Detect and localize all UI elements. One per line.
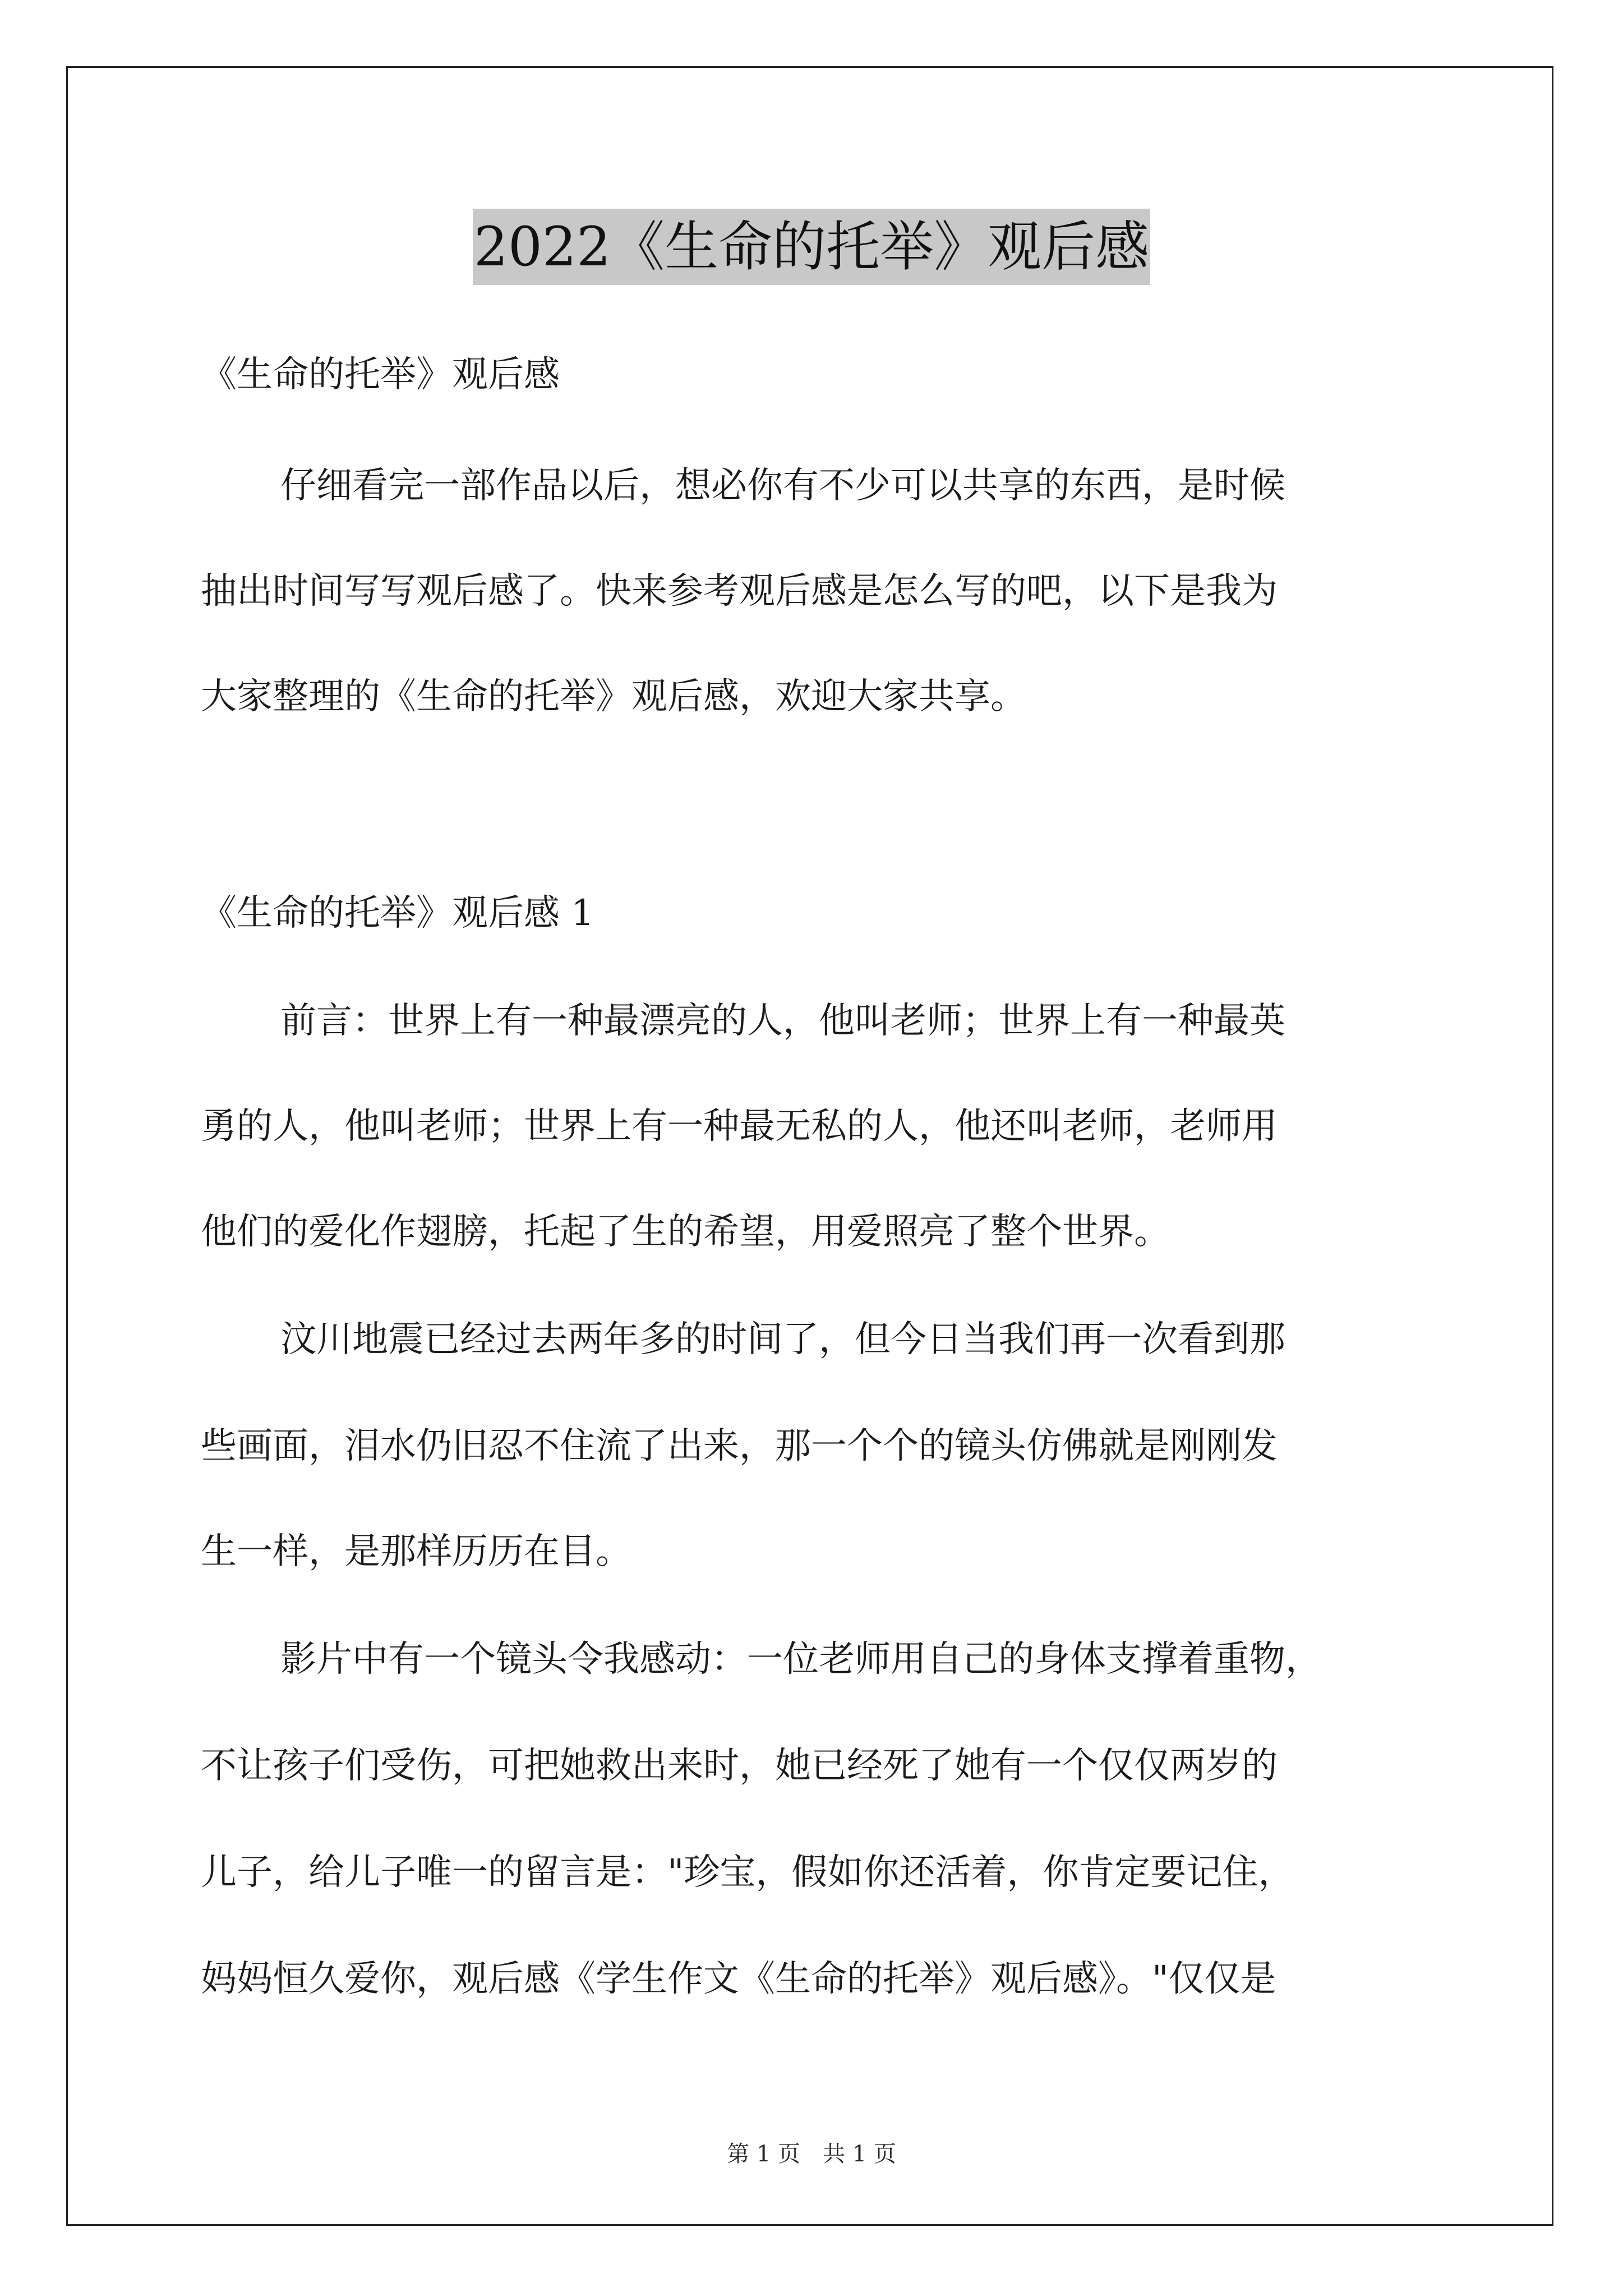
paragraph-line: 妈妈恒久爱你，观后感《学生作文《生命的托举》观后感》。"仅仅是: [201, 1958, 1276, 2000]
paragraph-line: 儿子，给儿子唯一的留言是："珍宝，假如你还活着，你肯定要记住，: [201, 1852, 1294, 1893]
paragraph-line: 些画面，泪水仍旧忍不住流了出来，那一个个的镜头仿佛就是刚刚发: [201, 1425, 1278, 1467]
paragraph-line: 他们的爱化作翅膀，托起了生的希望，用爱照亮了整个世界。: [201, 1211, 1170, 1253]
section-heading: 《生命的托举》观后感: [201, 354, 560, 395]
paragraph-line: 不让孩子们受伤，可把她救出来时，她已经死了她有一个仅仅两岁的: [201, 1745, 1278, 1787]
paragraph-line: 影片中有一个镜头令我感动：一位老师用自己的身体支撑着重物，: [280, 1639, 1321, 1680]
paragraph-line: 大家整理的《生命的托举》观后感，欢迎大家共享。: [201, 676, 1026, 717]
section-heading: 《生命的托举》观后感 1: [201, 892, 594, 934]
paragraph-line: 前言：世界上有一种最漂亮的人，他叫老师；世界上有一种最英: [280, 1000, 1285, 1042]
document-title: 2022《生命的托举》观后感: [473, 209, 1150, 285]
page-footer: 第 1 页 共 1 页: [727, 2141, 896, 2167]
paragraph-line: 生一样，是那样历历在目。: [201, 1531, 631, 1572]
paragraph-line: 抽出时间写写观后感了。快来参考观后感是怎么写的吧，以下是我为: [201, 570, 1278, 612]
title-wrap: [0, 209, 1623, 285]
paragraph-line: 勇的人，他叫老师；世界上有一种最无私的人，他还叫老师，老师用: [201, 1106, 1278, 1147]
paragraph-line: 汶川地震已经过去两年多的时间了，但今日当我们再一次看到那: [280, 1319, 1285, 1360]
paragraph-line: 仔细看完一部作品以后，想必你有不少可以共享的东西，是时候: [280, 465, 1285, 507]
